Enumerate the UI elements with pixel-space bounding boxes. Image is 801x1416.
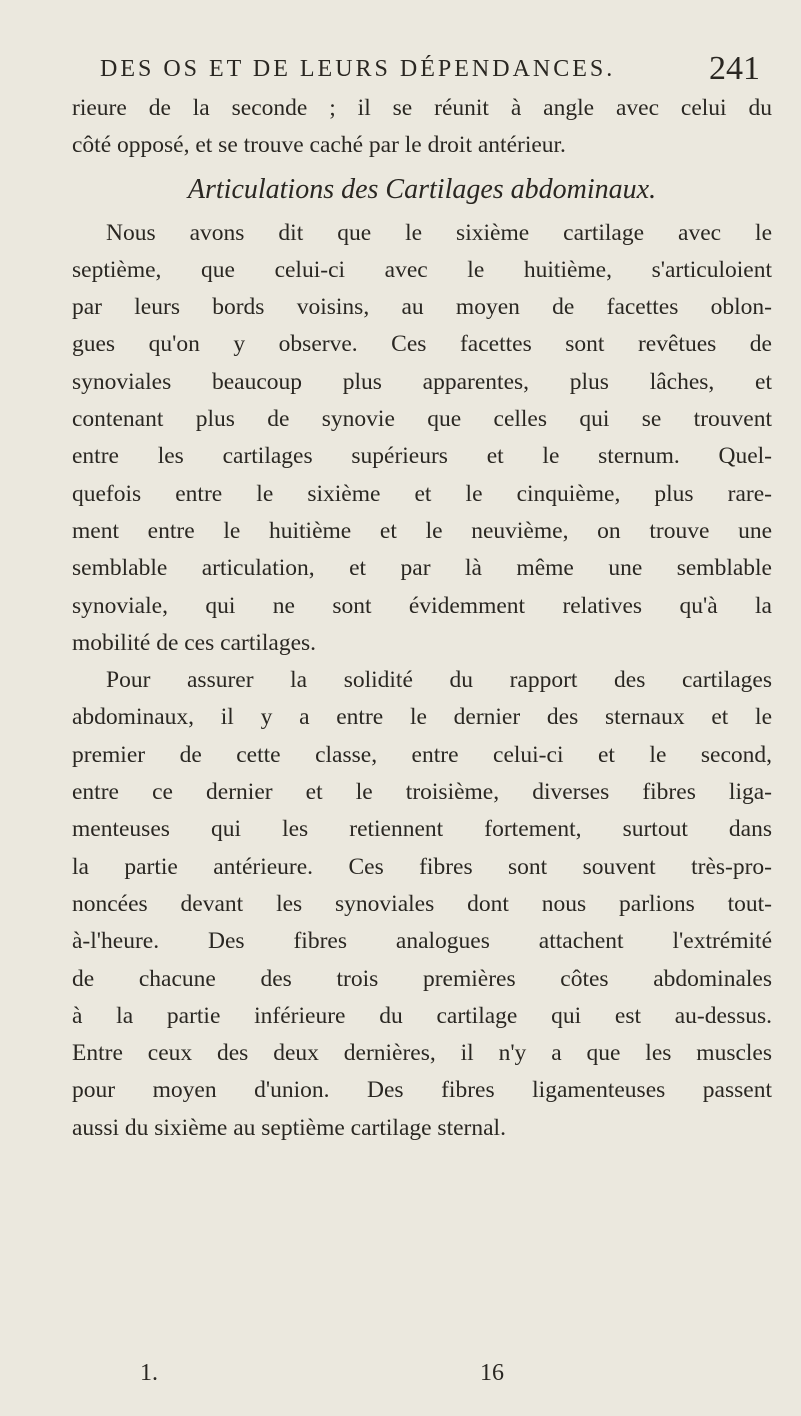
text-line: premier de cette classe, entre celui-ci et le second, bbox=[72, 741, 772, 768]
section-heading: Articulations des Cartilages abdominaux. bbox=[187, 173, 657, 205]
text-line: par leurs bords voisins, au moyen de facettes oblon- bbox=[72, 294, 772, 321]
page-body bbox=[72, 90, 772, 1147]
text-line: à-l'heure. Des fibres analogues attachent l'extrémité bbox=[72, 928, 772, 955]
text-line: la partie antérieure. Ces fibres sont souvent très-pro- bbox=[72, 853, 772, 880]
text-line: de chacune des trois premières côtes abdominales bbox=[72, 965, 772, 992]
text-line: mobilité de ces cartilages. bbox=[72, 629, 317, 656]
text-line: septième, que celui-ci avec le huitième, s'articuloient bbox=[72, 256, 772, 283]
sheet-number: 16 bbox=[480, 1360, 504, 1386]
text-line: Entre ceux des deux dernières, il n'y a que les muscles bbox=[72, 1040, 772, 1067]
text-line: semblable articulation, et par là même une semblable bbox=[72, 555, 772, 582]
text-line: côté opposé, et se trouve caché par le droit antérieur. bbox=[72, 132, 566, 159]
text-line: gues qu'on y observe. Ces facettes sont revêtues de bbox=[72, 331, 772, 358]
text-line: entre les cartilages supérieurs et le sternum. Quel- bbox=[72, 443, 772, 470]
text-line: Pour assurer la solidité du rapport des cartilages bbox=[106, 667, 772, 694]
page-footer bbox=[140, 1360, 560, 1400]
text-line: abdominaux, il y a entre le dernier des sternaux et le bbox=[72, 704, 772, 731]
text-line: contenant plus de synovie que celles qui se trouvent bbox=[72, 406, 772, 433]
text-line: noncées devant les synoviales dont nous parlions tout- bbox=[72, 890, 772, 917]
running-head: DES OS ET DE LEURS DÉPENDANCES. bbox=[100, 56, 616, 82]
text-line: aussi du sixième au septième cartilage sternal. bbox=[72, 1114, 506, 1141]
text-line: Nous avons dit que le sixième cartilage avec le bbox=[106, 219, 772, 246]
text-line: ment entre le huitième et le neuvième, on trouve une bbox=[72, 517, 772, 544]
page-header bbox=[100, 50, 760, 90]
text-line: à la partie inférieure du cartilage qui est au-dessus. bbox=[72, 1002, 772, 1029]
text-line: entre ce dernier et le troisième, diverses fibres liga- bbox=[72, 779, 772, 806]
signature-mark: 1. bbox=[140, 1360, 158, 1386]
text-line: pour moyen d'union. Des fibres ligamenteuses passent bbox=[72, 1077, 772, 1104]
text-line: quefois entre le sixième et le cinquième, plus rare- bbox=[72, 480, 772, 507]
text-line: rieure de la seconde ; il se réunit à angle avec celui du bbox=[72, 95, 772, 121]
text-line: synoviales beaucoup plus apparentes, plus lâches, et bbox=[72, 368, 772, 395]
page-number: 241 bbox=[709, 50, 760, 87]
text-line: menteuses qui les retiennent fortement, surtout dans bbox=[72, 816, 772, 843]
text-line: synoviale, qui ne sont évidemment relatives qu'à la bbox=[72, 592, 772, 619]
